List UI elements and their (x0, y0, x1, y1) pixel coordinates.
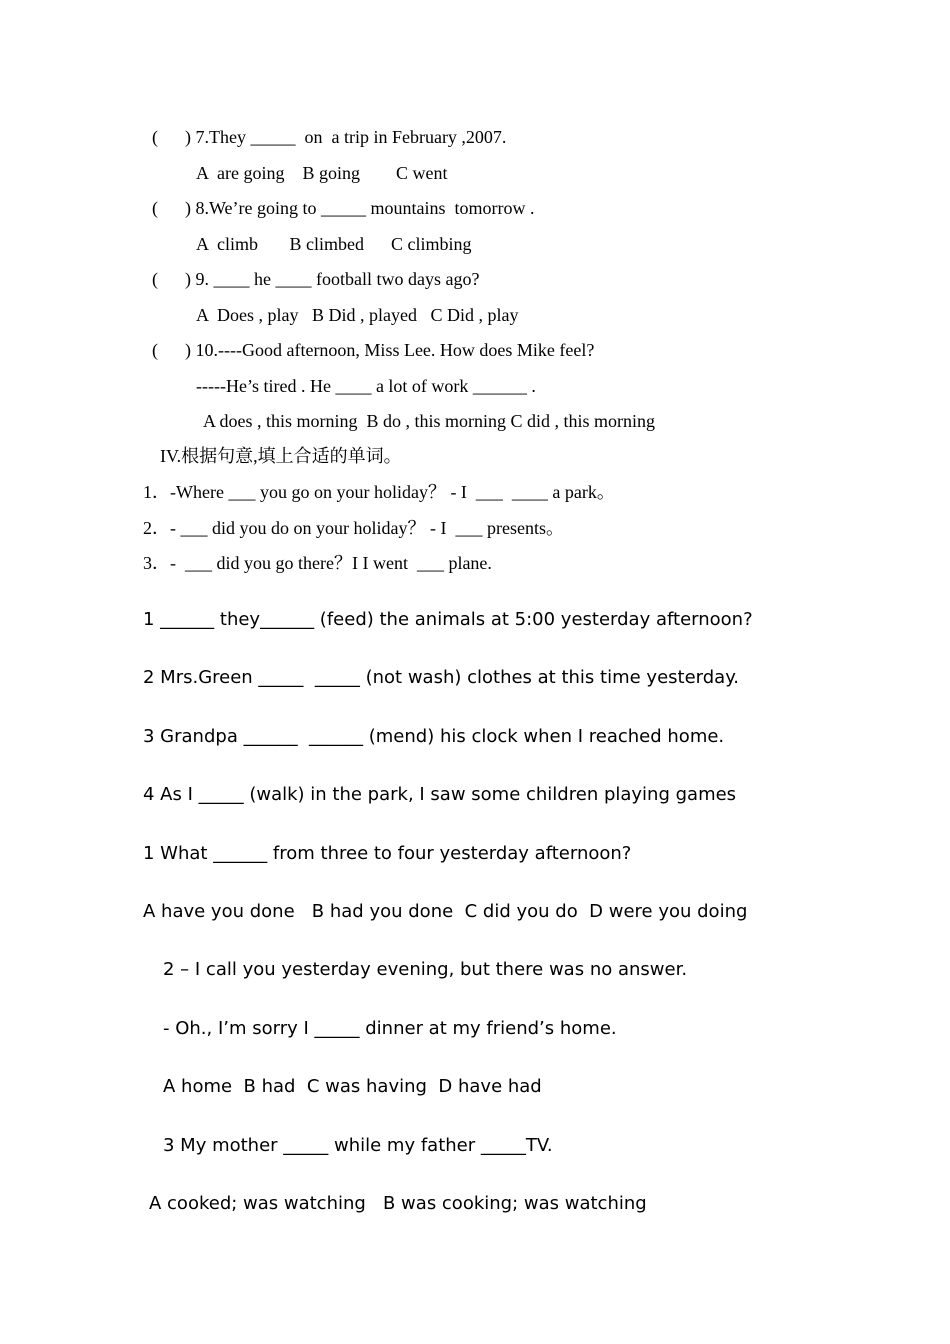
question-7-stem: ( ) 7.They _____ on a trip in February ,2007. (152, 127, 507, 147)
question-9-stem: ( ) 9. ____ he ____ football two days ago? (152, 269, 480, 289)
verb-fill-2: 2 Mrs.Green _____ _____ (not wash) clothes at this time yesterday. (143, 667, 740, 688)
choice-2-options: A home B had C was having D have had (163, 1076, 542, 1097)
choice-1-options: A have you done B had you done C did you do D were you doing (143, 901, 748, 922)
choice-2-reply: - Oh., I’m sorry I _____ dinner at my friend’s home. (163, 1018, 617, 1039)
question-10-options: A does , this morning B do , this morning C did , this morning (203, 411, 656, 431)
section-iv-heading: IV.根据句意,填上合适的单词。 (160, 446, 402, 466)
choice-2-stem: 2 – I call you yesterday evening, but there was no answer. (163, 959, 688, 980)
question-7-options: A are going B going C went (196, 163, 448, 183)
verb-fill-3: 3 Grandpa ______ ______ (mend) his clock when I reached home. (143, 726, 725, 747)
question-8-options: A climb B climbed C climbing (196, 234, 472, 254)
fill-item-3: 3．- ___ did you go there？I I went ___ plane. (143, 553, 492, 573)
verb-fill-4: 4 As I _____ (walk) in the park, I saw some children playing games (143, 784, 737, 805)
question-8-stem: ( ) 8.We’re going to _____ mountains tomorrow . (152, 198, 535, 218)
choice-1-stem: 1 What ______ from three to four yesterday afternoon? (143, 843, 632, 864)
question-9-options: A Does , play B Did , played C Did , play (196, 305, 519, 325)
choice-3-stem: 3 My mother _____ while my father _____TV. (163, 1135, 553, 1156)
fill-item-1: 1．-Where ___ you go on your holiday？ - I ___ ____ a park。 (143, 482, 615, 502)
question-10-reply: -----He’s tired . He ____ a lot of work ______ . (196, 376, 536, 396)
fill-item-2: 2．- ___ did you do on your holiday？ - I ___ presents。 (143, 518, 564, 538)
verb-fill-1: 1 ______ they______ (feed) the animals at 5:00 yesterday afternoon? (143, 609, 753, 630)
choice-3-options: A cooked; was watching B was cooking; was watching (149, 1193, 647, 1214)
question-10-stem: ( ) 10.----Good afternoon, Miss Lee. How does Mike feel? (152, 340, 595, 360)
